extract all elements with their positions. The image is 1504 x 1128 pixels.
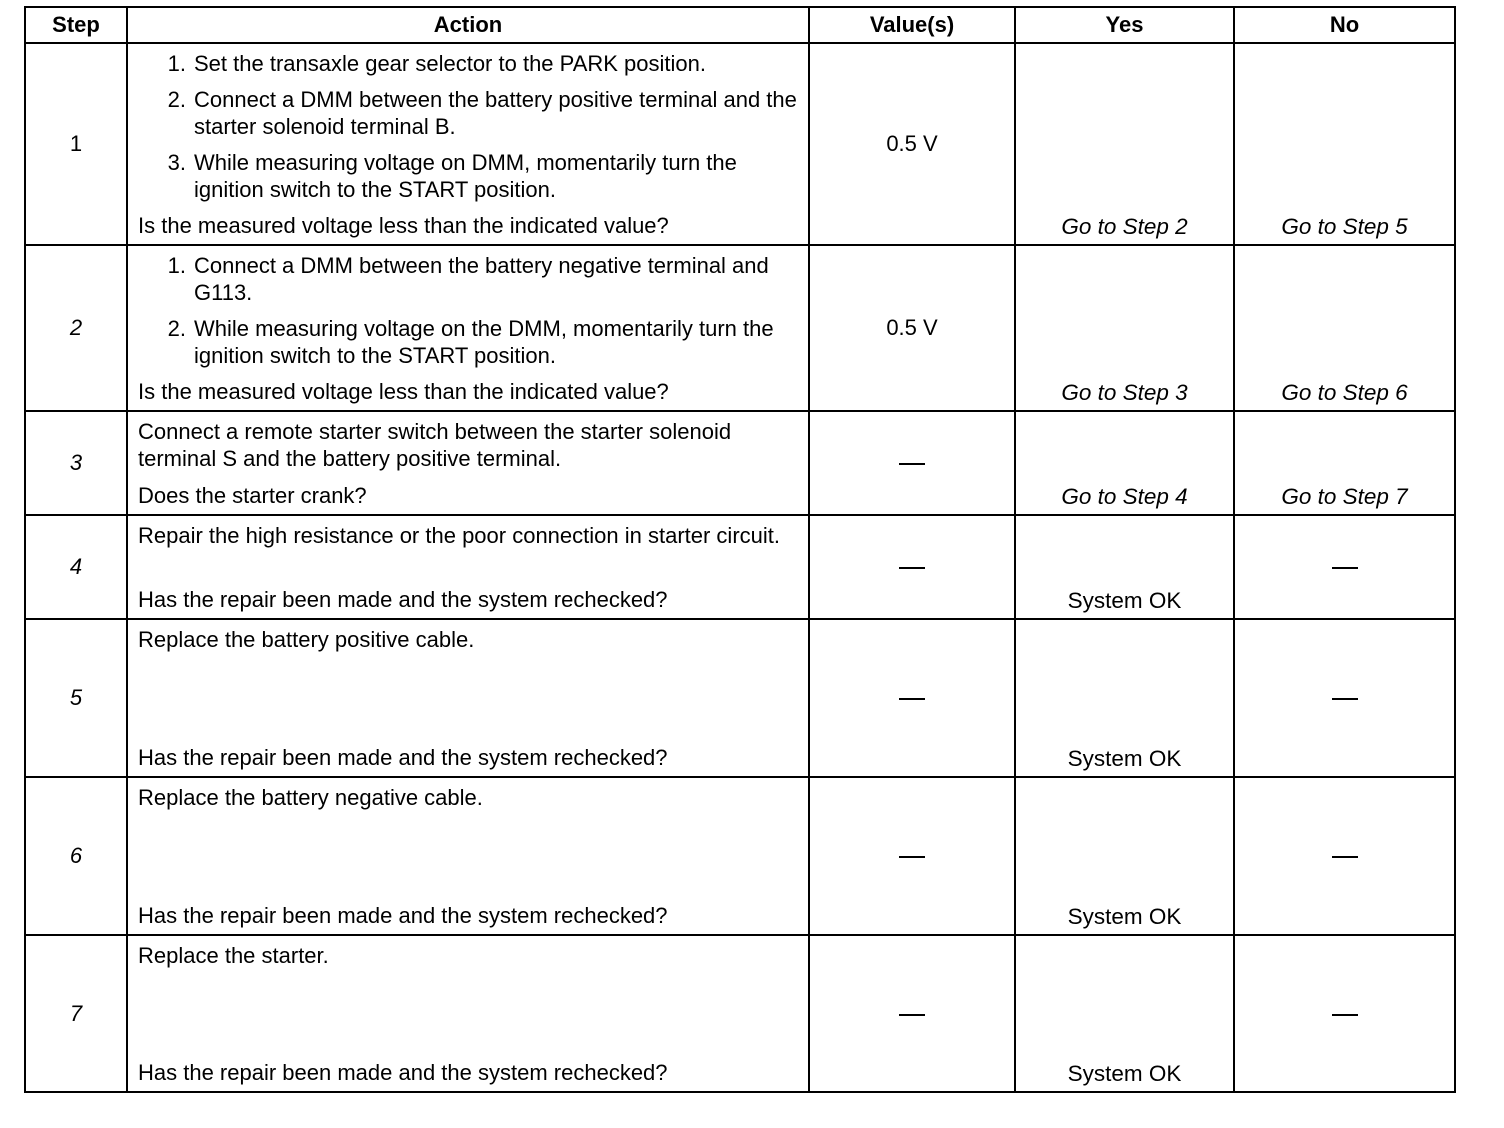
- no-cell: [1234, 777, 1455, 935]
- action-question: Is the measured voltage less than the indicated value?: [138, 379, 669, 404]
- step-number: 5: [25, 619, 127, 777]
- step-number: 4: [25, 515, 127, 619]
- step-text: Connect a DMM between the battery negative terminal and G113.: [194, 253, 769, 305]
- dash-mark: [899, 1014, 925, 1016]
- action-text: Repair the high resistance or the poor connection in starter circuit.: [138, 523, 780, 548]
- table-row: [25, 935, 1455, 1092]
- yes-goto-link[interactable]: Go to Step 4: [1061, 484, 1188, 509]
- yes-cell: System OK: [1015, 777, 1234, 935]
- no-cell: [1234, 245, 1455, 411]
- action-cell: [127, 935, 809, 1092]
- action-text: Connect a remote starter switch between the starter solenoid terminal S and the battery positive terminal.: [138, 419, 732, 471]
- step-number: 2: [25, 245, 127, 411]
- no-cell: [1234, 515, 1455, 619]
- table-row: [25, 515, 1455, 619]
- dash-mark: [1332, 698, 1358, 700]
- yes-cell: System OK: [1015, 935, 1234, 1092]
- action-cell: [127, 619, 809, 777]
- action-step: [138, 50, 800, 77]
- step-number: 1: [25, 43, 127, 245]
- value-cell: [809, 935, 1015, 1092]
- step-index: 1.: [167, 253, 186, 278]
- table-row: [25, 777, 1455, 935]
- action-step: [138, 149, 800, 203]
- action-text: Replace the battery positive cable.: [138, 627, 475, 652]
- header-row: [25, 7, 1455, 43]
- no-goto-link[interactable]: Go to Step 6: [1281, 380, 1408, 405]
- yes-cell: [1015, 245, 1234, 411]
- step-number: 3: [25, 411, 127, 515]
- table-row: [25, 411, 1455, 515]
- yes-goto-link[interactable]: Go to Step 3: [1061, 380, 1188, 405]
- action-cell: [127, 43, 809, 245]
- action-text: Replace the starter.: [138, 943, 329, 968]
- action-question: Has the repair been made and the system rechecked?: [138, 903, 668, 928]
- action-question: Has the repair been made and the system rechecked?: [138, 745, 668, 770]
- step-number: 6: [25, 777, 127, 935]
- action-steps: [138, 50, 800, 207]
- value-cell: 0.5 V: [809, 245, 1015, 411]
- yes-cell: System OK: [1015, 619, 1234, 777]
- action-question: Has the repair been made and the system rechecked?: [138, 1060, 668, 1085]
- step-number: 7: [25, 935, 127, 1092]
- dash-mark: [1332, 1014, 1358, 1016]
- diagnostic-table: [24, 6, 1456, 1093]
- action-step: [138, 252, 800, 306]
- action-question: Does the starter crank?: [138, 483, 367, 508]
- step-index: 1.: [167, 51, 186, 76]
- action-cell: [127, 245, 809, 411]
- action-cell: [127, 777, 809, 935]
- header-action: Action: [127, 7, 809, 43]
- no-cell: [1234, 619, 1455, 777]
- table-row: [25, 43, 1455, 245]
- dash-mark: [899, 567, 925, 569]
- yes-cell: [1015, 411, 1234, 515]
- step-text: While measuring voltage on the DMM, momentarily turn the ignition switch to the START position.: [194, 316, 774, 368]
- value-cell: [809, 619, 1015, 777]
- step-text: While measuring voltage on DMM, momentarily turn the ignition switch to the START position.: [194, 150, 737, 202]
- step-index: 3.: [167, 150, 186, 175]
- dash-mark: [899, 463, 925, 465]
- yes-cell: System OK: [1015, 515, 1234, 619]
- yes-goto-link[interactable]: Go to Step 2: [1061, 214, 1188, 239]
- no-cell: [1234, 43, 1455, 245]
- step-text: Set the transaxle gear selector to the PARK position.: [194, 51, 706, 76]
- step-index: 2.: [167, 316, 186, 341]
- table-row: [25, 619, 1455, 777]
- dash-mark: [1332, 567, 1358, 569]
- header-yes: Yes: [1015, 7, 1234, 43]
- no-goto-link[interactable]: Go to Step 7: [1281, 484, 1408, 509]
- action-step: [138, 86, 800, 140]
- action-cell: [127, 515, 809, 619]
- action-step: [138, 315, 800, 369]
- dash-mark: [899, 698, 925, 700]
- step-text: Connect a DMM between the battery positive terminal and the starter solenoid terminal B.: [194, 87, 797, 139]
- header-value: Value(s): [809, 7, 1015, 43]
- action-text: Replace the battery negative cable.: [138, 785, 483, 810]
- no-cell: [1234, 935, 1455, 1092]
- dash-mark: [899, 856, 925, 858]
- action-question: Is the measured voltage less than the indicated value?: [138, 213, 669, 238]
- value-cell: 0.5 V: [809, 43, 1015, 245]
- yes-cell: [1015, 43, 1234, 245]
- table-row: [25, 245, 1455, 411]
- no-cell: [1234, 411, 1455, 515]
- header-step: Step: [25, 7, 127, 43]
- step-index: 2.: [167, 87, 186, 112]
- dash-mark: [1332, 856, 1358, 858]
- header-no: No: [1234, 7, 1455, 43]
- no-goto-link[interactable]: Go to Step 5: [1281, 214, 1408, 239]
- action-cell: [127, 411, 809, 515]
- value-cell: [809, 777, 1015, 935]
- action-question: Has the repair been made and the system rechecked?: [138, 587, 668, 612]
- value-cell: [809, 515, 1015, 619]
- action-steps: [138, 252, 800, 373]
- value-cell: [809, 411, 1015, 515]
